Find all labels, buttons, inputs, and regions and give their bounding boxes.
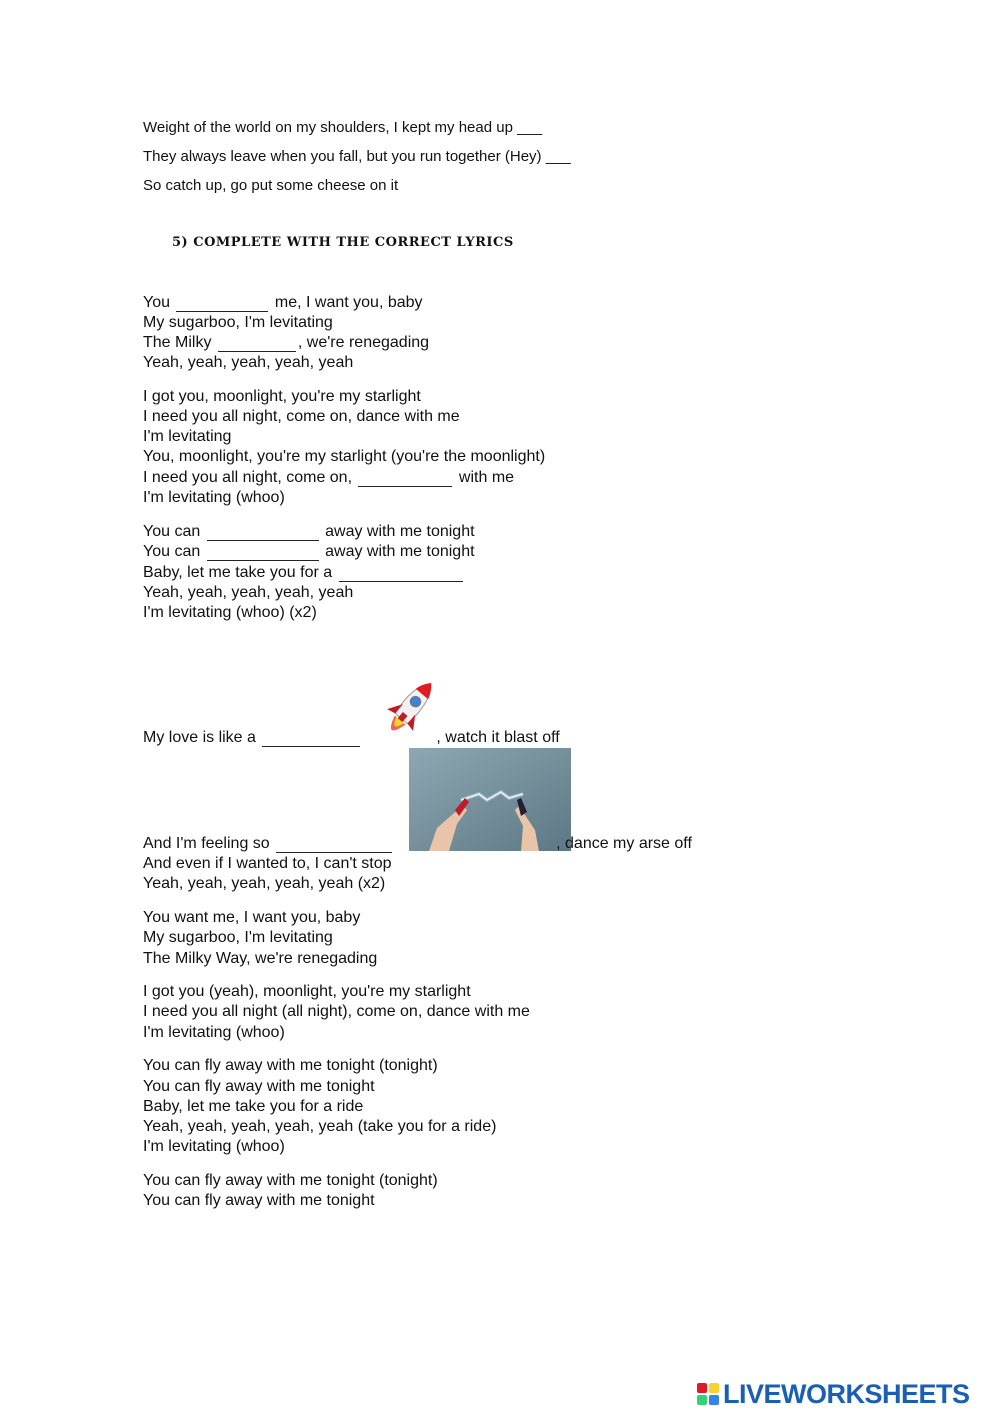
lyric-text: away with me tonight <box>320 543 475 560</box>
lyric-text: I need you all night, come on, <box>143 469 357 486</box>
section-heading: 5) COMPLETE WITH THE CORRECT LYRICS <box>172 235 514 250</box>
lyric-line: I'm levitating (whoo) (x2) <box>143 604 317 621</box>
answer-input-4[interactable] <box>207 524 319 541</box>
lyric-line: Yeah, yeah, yeah, yeah, yeah (x2) <box>143 875 386 892</box>
lyric-line: You want me, I want you, baby <box>143 909 361 926</box>
lyric-line: You can fly away with me tonight <box>143 1078 375 1095</box>
lyric-line: You can fly away with me tonight <box>143 1192 375 1209</box>
lyric-line: You can fly away with me tonight (tonight) <box>143 1172 438 1189</box>
lyric-text: You can <box>143 523 205 540</box>
lyric-line: My sugarboo, I'm levitating <box>143 929 333 946</box>
lyric-text: You can <box>143 543 205 560</box>
answer-input-6[interactable] <box>339 565 463 582</box>
lyric-text: , dance my arse off <box>556 835 692 852</box>
lyric-line: I got you, moonlight, you're my starlight <box>143 388 421 405</box>
answer-input-2[interactable] <box>218 335 296 352</box>
lyric-line: I need you all night (all night), come on, dance with me <box>143 1003 530 1020</box>
lyric-line: Baby, let me take you for a ride <box>143 1098 364 1115</box>
lyric-line: The Milky Way, we're renegading <box>143 950 378 967</box>
lyric-text: Baby, let me take you for a <box>143 564 337 581</box>
lyric-line: I'm levitating <box>143 428 232 445</box>
lyric-text: , watch it blast off <box>436 729 560 746</box>
answer-input-7[interactable] <box>262 730 360 747</box>
lyric-text: with me <box>454 469 515 486</box>
logo-text: LIVEWORKSHEETS <box>723 1378 970 1409</box>
lyric-text: away with me tonight <box>320 523 475 540</box>
lyric-text: And I'm feeling so <box>143 835 275 852</box>
top-line-2: They always leave when you fall, but you run together (Hey) ___ <box>143 148 571 165</box>
lyric-line: I'm levitating (whoo) <box>143 489 285 506</box>
lyric-line: I need you all night, come on, dance with me <box>143 408 460 425</box>
lyric-line: My sugarboo, I'm levitating <box>143 314 333 331</box>
lyric-line: I'm levitating (whoo) <box>143 1138 285 1155</box>
lyric-line: You, moonlight, you're my starlight (you're the moonlight) <box>143 448 546 465</box>
top-line-3: So catch up, go put some cheese on it <box>143 177 399 194</box>
lyric-line <box>143 563 465 583</box>
logo-square <box>709 1383 719 1393</box>
lyric-text: me, I want you, baby <box>270 294 423 311</box>
answer-input-3[interactable] <box>358 470 452 487</box>
lyric-line: Yeah, yeah, yeah, yeah, yeah <box>143 354 354 371</box>
logo-square <box>697 1383 707 1393</box>
lyric-text: My love is like a <box>143 729 261 746</box>
lyric-text: The Milky <box>143 334 216 351</box>
lyric-text: , we're renegading <box>297 334 430 351</box>
lyric-line: You can fly away with me tonight (tonight) <box>143 1057 438 1074</box>
lyric-line <box>143 293 423 313</box>
lyric-line: And even if I wanted to, I can't stop <box>143 855 392 872</box>
lyric-text: You <box>143 294 175 311</box>
lyric-line <box>143 522 475 542</box>
lyric-line: Yeah, yeah, yeah, yeah, yeah <box>143 584 354 601</box>
answer-input-5[interactable] <box>207 544 319 561</box>
liveworksheets-logo <box>697 1378 970 1410</box>
lyric-line <box>143 542 475 562</box>
answer-input-1[interactable] <box>176 295 268 312</box>
lyric-line: I'm levitating (whoo) <box>143 1024 285 1041</box>
logo-square <box>697 1395 707 1405</box>
lyric-line: Yeah, yeah, yeah, yeah, yeah (take you for a ride) <box>143 1118 497 1135</box>
lyric-line <box>143 333 429 353</box>
answer-input-8[interactable] <box>276 836 392 853</box>
lyric-line <box>143 728 560 748</box>
lyric-line: I got you (yeah), moonlight, you're my starlight <box>143 983 471 1000</box>
lyric-line <box>143 834 692 854</box>
lyric-line <box>143 468 514 488</box>
top-line-1: Weight of the world on my shoulders, I kept my head up ___ <box>143 119 543 136</box>
logo-square <box>709 1395 719 1405</box>
logo-grid-icon <box>697 1383 719 1405</box>
